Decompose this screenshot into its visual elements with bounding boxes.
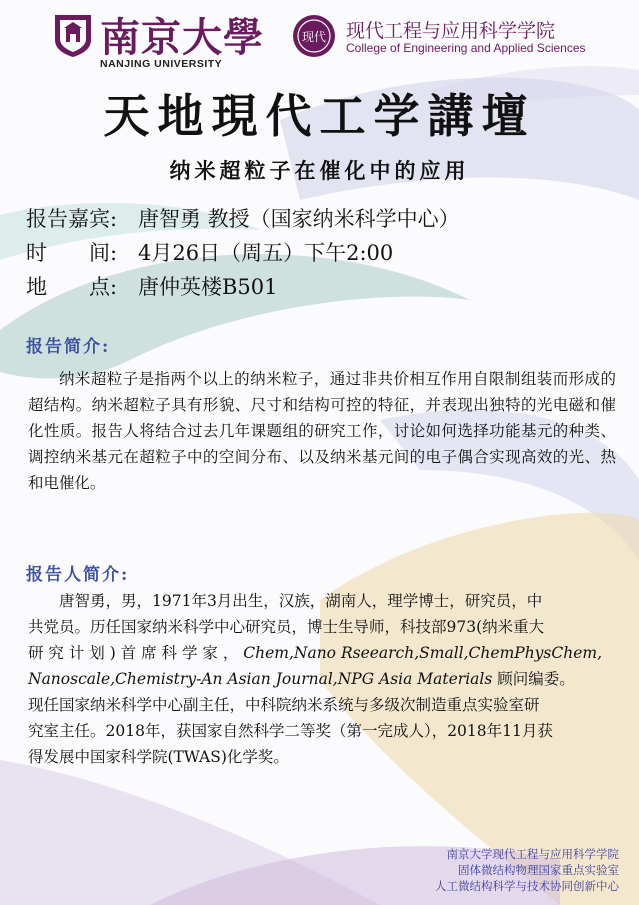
abstract-text: 纳米超粒子是指两个以上的纳米粒子，通过非共价相互作用自限制组装而形成的超结构。纳米超粒子具有形貌、尺寸和结构可控的特征，并表现出独特的光电磁和催化性质。报告人将结合过去几年课题组的研究工作，讨论如何选择功能基元的种类、调控纳米基元在超粒子中的空间分布、以及纳米基元间的电子偶合实现高效的光、热和电催化。 <box>28 370 616 492</box>
bio-heading: 报告人简介: <box>26 565 130 585</box>
college-name-en: College of Engineering and Applied Sciences <box>346 41 586 55</box>
bio-line: 共党员。历任国家纳米科学中心研究员，博士生导师，科技部973(纳米重大 <box>28 618 545 636</box>
nanjing-university-emblem-icon <box>52 12 94 58</box>
bio-line-text: 研 究 计 划 ) 首 席 科 学 家 ， <box>28 644 239 662</box>
talk-title: 纳米超粒子在催化中的应用 <box>169 158 470 183</box>
speaker-value: 唐智勇 教授（国家纳米科学中心） <box>138 207 460 231</box>
bio-line: 现任国家纳米科学中心副主任，中科院纳米系统与多级次制造重点实验室研 <box>28 696 540 714</box>
organizer-line: 人工微结构科学与技术协同创新中心 <box>435 879 619 893</box>
time-value: 4月26日（周五）下午2:00 <box>138 241 394 265</box>
location-label: 地 点: <box>26 275 118 299</box>
bio-line <box>28 640 616 666</box>
university-name-en: NANJING UNIVERSITY <box>100 58 223 70</box>
college-seal-text: 现代 <box>301 30 327 44</box>
location-value: 唐仲英楼B501 <box>138 275 278 299</box>
location-row <box>26 271 278 301</box>
organizer-line: 南京大学现代工程与应用科学学院 <box>446 847 619 861</box>
journal-list: Chem,Nano Rseearch,Small,ChemPhysChem, <box>238 644 603 662</box>
journal-list: Nanoscale,Chemistry-An Asian Journal,NPG Asia Materials <box>28 670 493 688</box>
abstract-heading: 报告简介: <box>26 337 111 357</box>
college-name-cn: 现代工程与应用科学学院 <box>346 20 556 42</box>
speaker-row <box>26 203 460 233</box>
organizer-footer <box>435 846 619 894</box>
lecture-series-title: 天地現代工学講壇 <box>103 89 536 143</box>
bio-line: 得发展中国家科学院(TWAS)化学奖。 <box>28 748 289 766</box>
time-label: 时 间: <box>26 241 118 265</box>
bio-line: 究室主任。2018年，获国家自然科学二等奖（第一完成人），2018年11月获 <box>28 722 553 740</box>
college-seal-icon <box>292 14 336 58</box>
speaker-label: 报告嘉宾: <box>26 207 118 231</box>
abstract-body <box>28 366 616 496</box>
bio-line-text: 顾问编委。 <box>492 670 575 688</box>
university-name-cn: 南京大學 <box>100 14 264 61</box>
bio-line <box>28 666 616 692</box>
organizer-line: 固体微结构物理国家重点实验室 <box>458 863 619 877</box>
bio-line: 唐智勇，男，1971年3月出生，汉族，湖南人，理学博士，研究员，中 <box>59 592 543 610</box>
bio-body <box>28 588 616 770</box>
time-row <box>26 237 393 267</box>
